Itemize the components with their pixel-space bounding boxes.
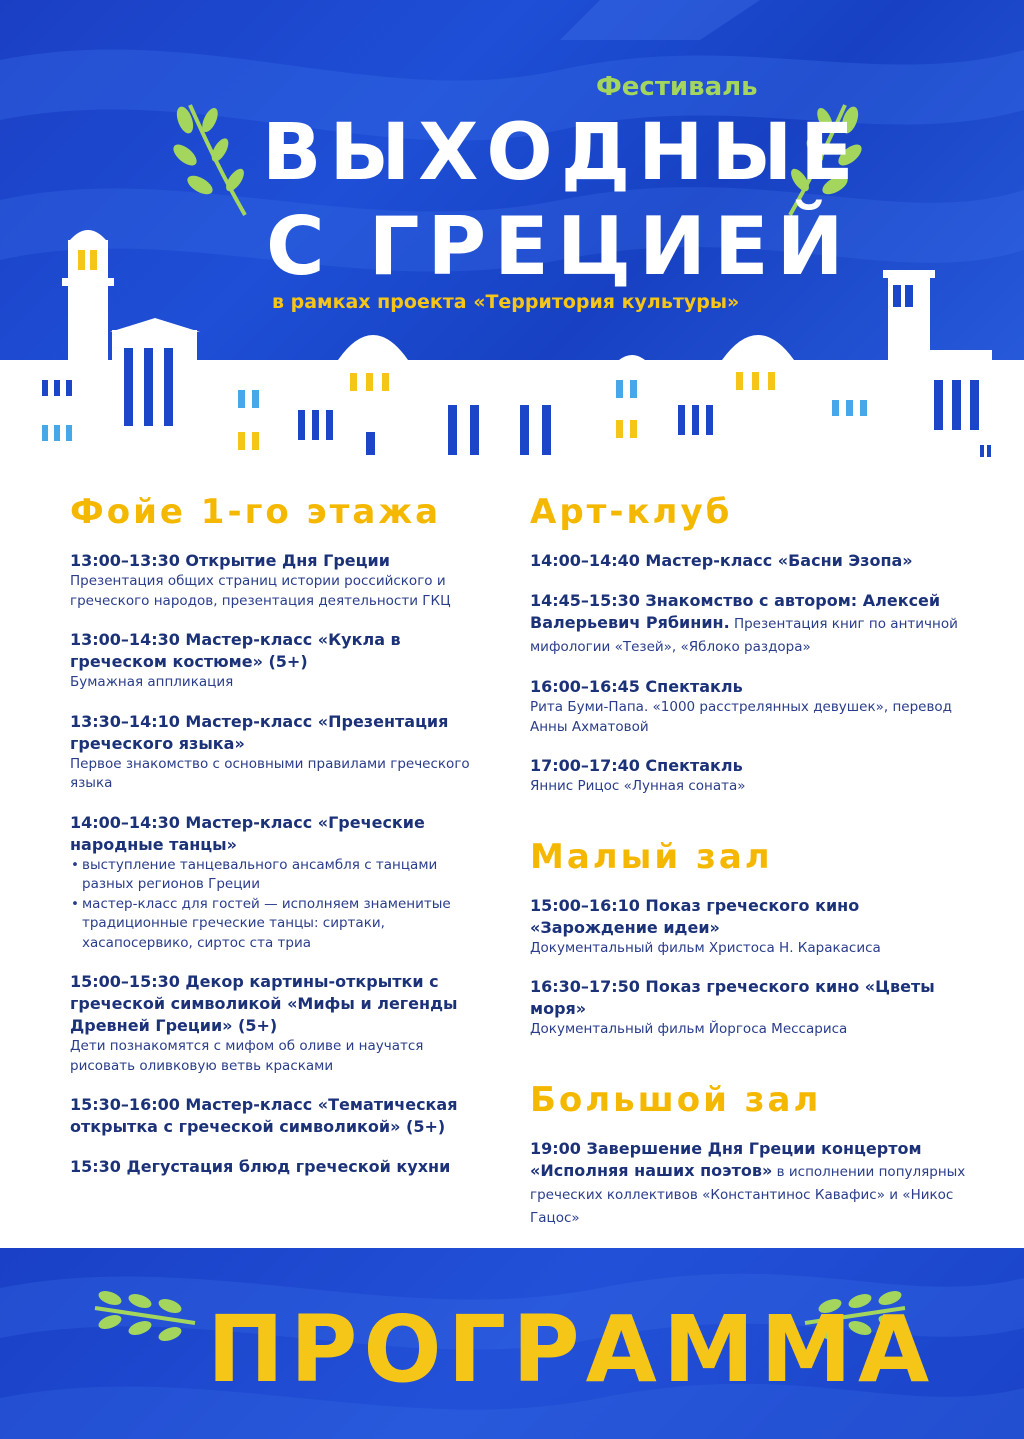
section-title-art: Арт-клуб xyxy=(530,492,733,532)
event-title-text: 19:00 Завершение Дня Греции концертом «Исполняя наших поэтов» xyxy=(530,1138,922,1180)
event xyxy=(530,676,980,737)
event xyxy=(70,1094,490,1138)
section-title-foyer: Фойе 1-го этажа xyxy=(70,492,442,532)
event xyxy=(530,590,980,658)
event-desc: Документальный фильм Йоргоса Мессариса xyxy=(530,1021,848,1037)
event-title xyxy=(530,590,980,658)
city-skyline xyxy=(0,210,1024,480)
bullet-item: • мастер-класс для гостей — исполняем знаменитые традиционные греческие танцы: сиртаки, хасапосервико, сиртос ста триа xyxy=(82,895,490,954)
event-title: 14:00–14:30 Мастер-класс «Греческие народные танцы» xyxy=(70,812,425,854)
event-title: 13:30–14:10 Мастер-класс «Презентация греческого языка» xyxy=(70,711,449,753)
bullet-item: • выступление танцевального ансамбля с танцами разных регионов Греции xyxy=(82,856,490,895)
event-bullets xyxy=(70,856,490,954)
event-desc: Первое знакомство с основными правилами греческого языка xyxy=(70,755,470,791)
event xyxy=(530,755,980,797)
event-title: 15:00–15:30 Декор картины-открытки с греческой символикой «Мифы и легенды Древней Греции» (5+) xyxy=(70,972,458,1035)
event xyxy=(530,895,980,959)
event-title: 14:00–14:40 Мастер-класс «Басни Эзопа» xyxy=(530,551,913,570)
event xyxy=(530,1138,980,1229)
left-events xyxy=(70,550,490,1178)
event-title: 13:00–14:30 Мастер-класс «Кукла в греческом костюме» (5+) xyxy=(70,630,401,671)
left-column xyxy=(70,492,490,1196)
event-desc: Презентация книг по античной мифологии «Тезей», «Яблоко раздора» xyxy=(530,616,958,655)
event-title xyxy=(530,1138,980,1229)
event-desc: Презентация общих страниц истории российского и греческого народов, презентация деятельности ГКЦ xyxy=(70,573,451,609)
event-title-text: 14:45–15:30 Знакомство с автором: Алексей Валерьевич Рябинин. xyxy=(530,591,941,632)
event xyxy=(530,976,980,1040)
header-banner xyxy=(0,0,1024,480)
event xyxy=(70,971,490,1076)
event-title: 16:00–16:45 Спектакль xyxy=(530,677,743,696)
right-column xyxy=(530,492,980,1247)
event-title: 16:30–17:50 Показ греческого кино «Цветы моря» xyxy=(530,977,935,1018)
section-title-big-hall: Большой зал xyxy=(530,1079,822,1120)
event xyxy=(70,550,490,611)
event-desc: Рита Буми-Папа. «1000 расстрелянных девушек», перевод Анны Ахматовой xyxy=(530,699,953,735)
title-line1: ВЫХОДНЫЕ xyxy=(262,108,862,198)
event xyxy=(70,629,490,693)
event-desc: в исполнении популярных греческих коллективов «Константинос Кавафис» и «Никос Гацос» xyxy=(530,1163,966,1226)
title-line2: С ГРЕЦИЕЙ xyxy=(266,200,852,293)
event xyxy=(70,711,490,794)
program-label: ПРОГРАММА xyxy=(207,1296,936,1403)
event-title: 15:00–16:10 Показ греческого кино «Зарождение идеи» xyxy=(530,895,860,937)
event xyxy=(70,812,490,954)
event-desc: Документальный фильм Христоса Н. Каракасиса xyxy=(530,939,881,956)
event-title: 13:00–13:30 Открытие Дня Греции xyxy=(70,551,390,570)
event-desc: Яннис Рицос «Лунная соната» xyxy=(530,778,746,794)
section-title-small-hall: Малый зал xyxy=(530,836,773,877)
event xyxy=(70,1156,490,1178)
subtitle: в рамках проекта «Территория культуры» xyxy=(272,291,740,313)
event-title: 17:00–17:40 Спектакль xyxy=(530,756,743,775)
event xyxy=(530,550,980,572)
laurel-footer-left-icon xyxy=(90,1288,200,1348)
event-desc: Дети познакомятся с мифом об оливе и научатся рисовать оливковую ветвь красками xyxy=(70,1038,424,1074)
laurel-left-icon xyxy=(170,100,260,220)
event-title: 15:30 Дегустация блюд греческой кухни xyxy=(70,1157,451,1176)
event-desc: Бумажная аппликация xyxy=(70,674,234,690)
footer-banner xyxy=(0,1248,1024,1439)
festival-label: Фестиваль xyxy=(596,72,758,102)
event-title: 15:30–16:00 Мастер-класс «Тематическая открытка с греческой символикой» (5+) xyxy=(70,1095,458,1136)
